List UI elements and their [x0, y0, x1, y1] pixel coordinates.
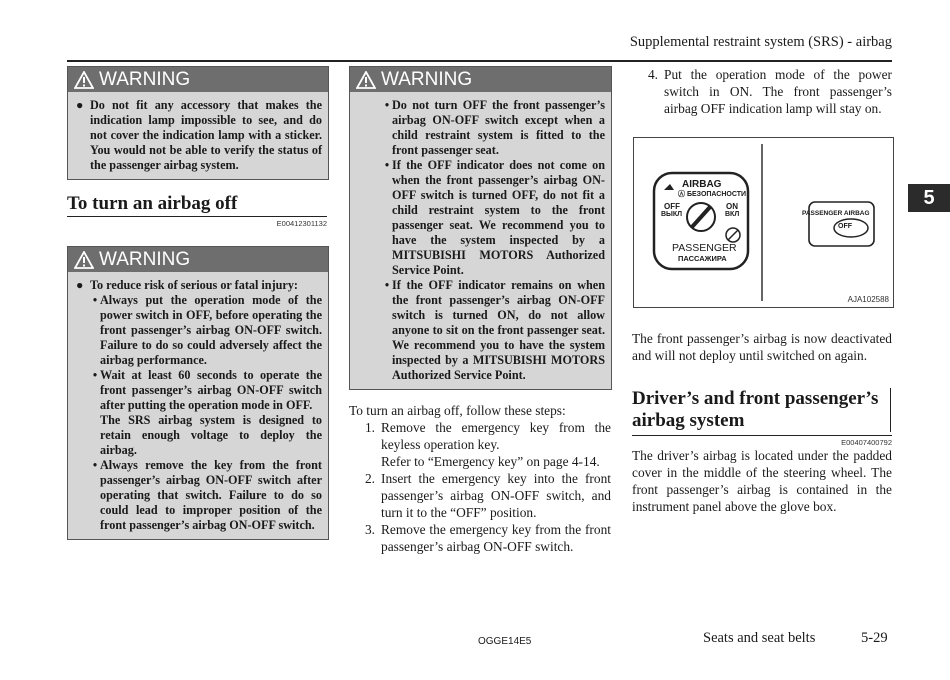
step-item [349, 470, 611, 521]
airbag-switch-figure [633, 137, 894, 308]
switch-label-airbag: AIRBAG [682, 179, 722, 190]
lamp-label: PASSENGER AIRBAG [802, 210, 870, 217]
bullet-icon: ● [76, 98, 84, 112]
warning-box-accessory [67, 66, 329, 180]
step-text: Remove the emergency key from the keyless operation key. [381, 420, 611, 452]
warning-item: If the OFF indicator remains on when the front passenger’s airbag ON-OFF switch is turned ON, do not allow anyone to sit on the front passenger seat. We recommend you to have the system inspected by a MITSUBISHI MOTORS Authorized Service Point. [392, 278, 605, 382]
step-item [349, 521, 611, 555]
warning-box-injury [67, 246, 329, 540]
warning-box-child-restraint [349, 66, 612, 390]
footer-chapter: Seats and seat belts [703, 630, 816, 646]
step-item [349, 419, 611, 470]
warning-item: Do not turn OFF the front passenger’s airbag ON-OFF switch except when a child restraint system is fitted to the front passenger seat. [392, 98, 605, 157]
warning-header [68, 247, 328, 272]
sub-bullet-icon: • [384, 98, 390, 112]
steps-intro: To turn an airbag off, follow these steps: [349, 403, 566, 418]
warning-item-note: The SRS airbag system is designed to retain enough voltage to deploy the airbag. [100, 413, 322, 457]
warning-item: Always remove the key from the front passenger’s airbag ON-OFF switch after operating that switch. Failure to do so could lead to improper position of the front passenger’s airbag ON-OFF switch. [100, 458, 322, 532]
header-rule [67, 60, 892, 62]
warning-text: Do not fit any accessory that makes the indication lamp impossible to see, and do not cover the indication lamp with a sticker. You would not be able to verify the status of the passenger airbag system. [90, 98, 322, 172]
step-number: 2. [364, 471, 375, 486]
section-code: E00407400792 [841, 438, 892, 447]
switch-label-off-ru: ВЫКЛ [661, 211, 683, 218]
section-code: E00412301132 [276, 219, 327, 228]
step-item [632, 66, 892, 117]
sub-bullet-icon: • [384, 278, 390, 292]
switch-label-on: ON [726, 202, 738, 211]
warning-header [350, 67, 611, 92]
switch-label-passenger: PASSENGER [672, 242, 737, 254]
paragraph-deactivated: The front passenger’s airbag is now deactivated and will not deploy until switched on again. [632, 331, 892, 363]
switch-label-off: OFF [664, 202, 680, 211]
figure-code: AJA102588 [847, 295, 889, 304]
switch-label-ru: Ⓐ БЕЗОПАСНОСТИ [678, 191, 747, 198]
section-title-turn-off: To turn an airbag off [67, 193, 238, 214]
warning-heading: WARNING [99, 69, 191, 90]
warning-triangle-icon [74, 71, 94, 89]
step-text: Insert the emergency key into the front passenger’s airbag ON-OFF switch, and turn it to the “OFF” position. [381, 471, 611, 520]
step-extra: Refer to “Emergency key” on page 4-14. [381, 454, 600, 469]
sub-bullet-icon: • [384, 158, 390, 172]
warning-item: Wait at least 60 seconds to operate the front passenger’s airbag ON-OFF switch after putting the operation mode in OFF. [100, 368, 322, 412]
warning-header [68, 67, 328, 92]
section-rule [67, 216, 327, 217]
step-number: 1. [364, 420, 375, 435]
step-number: 4. [647, 67, 658, 82]
section-rule [632, 435, 892, 436]
warning-item: Always put the operation mode of the power switch in OFF, before operating the front passenger’s airbag ON-OFF switch. Failure to do so could adversely affect the airbag performance. [100, 293, 322, 367]
switch-label-on-ru: ВКЛ [725, 211, 740, 218]
sub-bullet-icon: • [92, 293, 98, 307]
step-text: Remove the emergency key from the front passenger’s airbag ON-OFF switch. [381, 522, 611, 554]
running-header: Supplemental restraint system (SRS) - airbag [629, 34, 892, 50]
bullet-icon: ● [76, 278, 84, 292]
section-title-airbag-system: Driver’s and front passenger’s airbag system [632, 388, 891, 432]
warning-heading: WARNING [99, 249, 191, 270]
step-text: Put the operation mode of the power switch in ON. The front passenger’s airbag OFF indication lamp will stay on. [664, 67, 892, 116]
steps-list [349, 419, 611, 555]
step-number: 3. [364, 522, 375, 537]
sub-bullet-icon: • [92, 368, 98, 382]
warning-heading: WARNING [381, 69, 473, 90]
sub-bullet-icon: • [92, 458, 98, 472]
warning-lead: To reduce risk of serious or fatal injury: [90, 278, 298, 292]
lamp-off-label: OFF [838, 223, 852, 230]
page-number: 5-29 [861, 630, 888, 646]
warning-triangle-icon [74, 251, 94, 269]
airbag-switch-illustration [634, 138, 893, 307]
warning-item: If the OFF indicator does not come on when the front passenger’s airbag ON-OFF switch is turned OFF, do not fit a child restraint system to the front passenger seat. We recommend you to have the system inspected by a MITSUBISHI MOTORS Authorized Service Point. [392, 158, 605, 277]
document-code: OGGE14E5 [478, 636, 532, 647]
paragraph-airbag-locations: The driver’s airbag is located under the padded cover in the middle of the steering wheel. The front passenger’s airbag is contained in the instrument panel above the glove box. [632, 448, 892, 514]
warning-triangle-icon [356, 71, 376, 89]
chapter-tab: 5 [908, 184, 950, 212]
switch-label-passenger-ru: ПАССАЖИРА [678, 254, 727, 263]
